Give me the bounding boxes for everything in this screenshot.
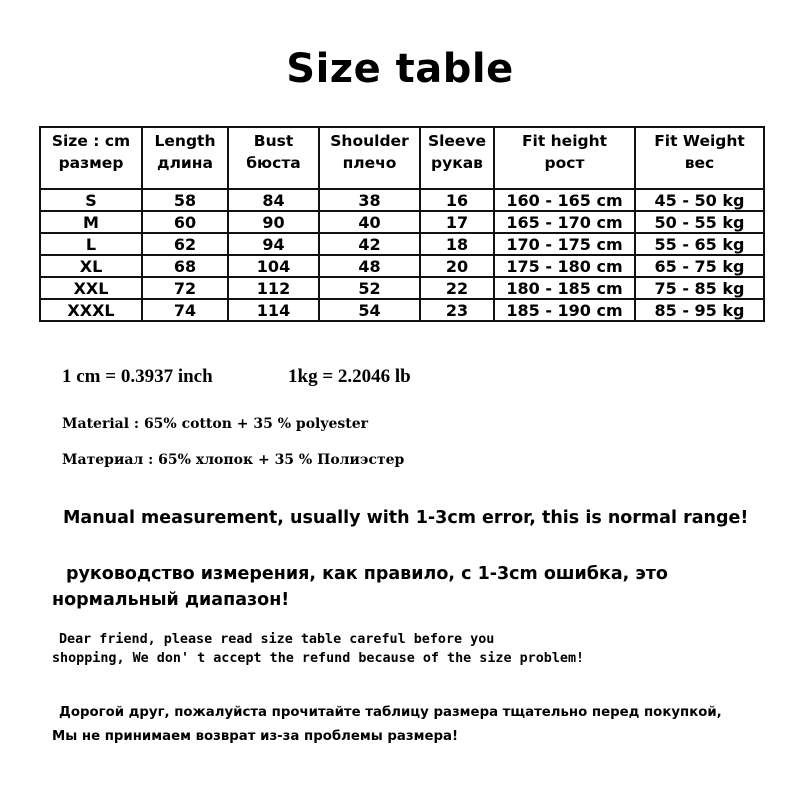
column-header-ru: размер <box>58 154 124 172</box>
table-cell: 170 - 175 cm <box>494 233 635 255</box>
table-header-row <box>40 127 764 189</box>
table-row <box>40 189 764 211</box>
table-cell: 94 <box>228 233 319 255</box>
column-header-en: Sleeve <box>427 132 487 150</box>
column-header-ru: рукав <box>431 154 483 172</box>
notice-line: Dear friend, please read size table careful before you <box>59 632 495 647</box>
column-header-ru: вес <box>684 154 715 172</box>
column-header-ru: длина <box>157 154 213 172</box>
table-cell: 62 <box>142 233 228 255</box>
table-cell: 54 <box>319 299 420 321</box>
table-cell: XXXL <box>40 299 142 321</box>
column-header-ru: рост <box>544 154 585 172</box>
column-header <box>228 127 319 189</box>
kg-to-lb: 1kg = 2.2046 lb <box>288 366 411 387</box>
table-cell: 17 <box>420 211 494 233</box>
column-header <box>142 127 228 189</box>
manual-measurement-note: Manual measurement, usually with 1-3cm error, this is normal range! <box>63 508 749 528</box>
notice-line: Мы не принимаем возврат из-за проблемы размера! <box>52 729 459 744</box>
table-cell: 112 <box>228 277 319 299</box>
table-cell: XXL <box>40 277 142 299</box>
column-header-en: Fit height <box>521 132 608 150</box>
table-cell: 23 <box>420 299 494 321</box>
notice-line: Дорогой друг, пожалуйста прочитайте таблицу размера тщательно перед покупкой, <box>59 705 722 720</box>
table-cell: 160 - 165 cm <box>494 189 635 211</box>
table-cell: S <box>40 189 142 211</box>
table-cell: 114 <box>228 299 319 321</box>
table-cell: 84 <box>228 189 319 211</box>
column-header <box>635 127 764 189</box>
table-cell: XL <box>40 255 142 277</box>
column-header-en: Shoulder <box>330 132 409 150</box>
table-row <box>40 211 764 233</box>
table-row <box>40 233 764 255</box>
column-header-ru: бюста <box>246 154 301 172</box>
table-cell: 85 - 95 kg <box>635 299 764 321</box>
note-line: руководство измерения, как правило, с 1-3cm ошибка, это <box>66 564 668 584</box>
refund-notice-ru <box>52 701 772 749</box>
table-cell: 60 <box>142 211 228 233</box>
column-header-en: Length <box>154 132 216 150</box>
table-row <box>40 299 764 321</box>
table-cell: 58 <box>142 189 228 211</box>
table-cell: 165 - 170 cm <box>494 211 635 233</box>
page-title: Size table <box>286 46 514 92</box>
table-cell: 40 <box>319 211 420 233</box>
note-line: нормальный диапазон! <box>52 590 290 610</box>
column-header <box>40 127 142 189</box>
table-cell: 74 <box>142 299 228 321</box>
table-cell: 104 <box>228 255 319 277</box>
table-cell: 180 - 185 cm <box>494 277 635 299</box>
table-cell: 75 - 85 kg <box>635 277 764 299</box>
material-ru: Материал : 65% хлопок + 35 % Полиэстер <box>62 452 405 468</box>
table-cell: M <box>40 211 142 233</box>
table-cell: 18 <box>420 233 494 255</box>
table-cell: 42 <box>319 233 420 255</box>
unit-conversion <box>62 366 411 388</box>
table-cell: 50 - 55 kg <box>635 211 764 233</box>
table-cell: 90 <box>228 211 319 233</box>
table-cell: 16 <box>420 189 494 211</box>
table-cell: 20 <box>420 255 494 277</box>
table-row <box>40 277 764 299</box>
table-cell: 45 - 50 kg <box>635 189 764 211</box>
table-cell: 72 <box>142 277 228 299</box>
column-header-en: Fit Weight <box>654 132 745 150</box>
size-table <box>39 126 765 322</box>
material-en: Material : 65% cotton + 35 % polyester <box>62 416 369 432</box>
table-cell: 185 - 190 cm <box>494 299 635 321</box>
table-cell: 65 - 75 kg <box>635 255 764 277</box>
column-header <box>420 127 494 189</box>
table-cell: 22 <box>420 277 494 299</box>
table-row <box>40 255 764 277</box>
table-cell: 48 <box>319 255 420 277</box>
column-header-en: Bust <box>253 132 294 150</box>
manual-measurement-note-ru <box>52 561 772 613</box>
notice-line: shopping, We don' t accept the refund because of the size problem! <box>52 651 585 666</box>
table-cell: 38 <box>319 189 420 211</box>
table-cell: 68 <box>142 255 228 277</box>
column-header <box>494 127 635 189</box>
table-cell: 175 - 180 cm <box>494 255 635 277</box>
column-header <box>319 127 420 189</box>
cm-to-inch: 1 cm = 0.3937 inch <box>62 366 213 387</box>
column-header-en: Size : cm <box>51 132 131 150</box>
table-cell: L <box>40 233 142 255</box>
table-cell: 55 - 65 kg <box>635 233 764 255</box>
table-cell: 52 <box>319 277 420 299</box>
refund-notice-en <box>52 630 772 668</box>
column-header-ru: плечо <box>342 154 397 172</box>
